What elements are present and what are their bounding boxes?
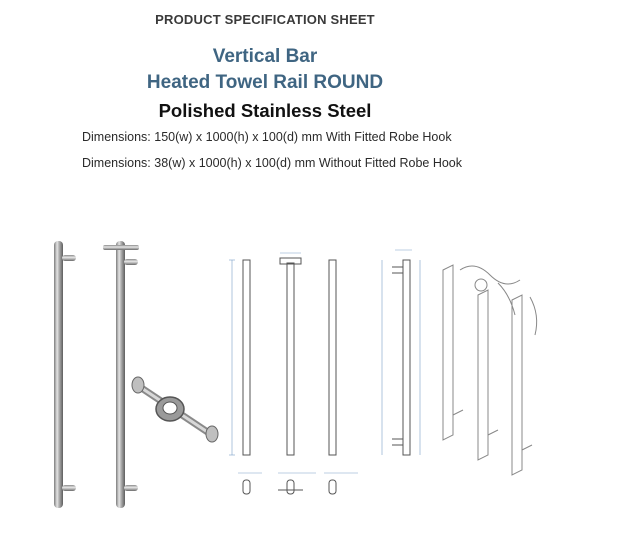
- dimensions-with-hook: Dimensions: 150(w) x 1000(h) x 100(d) mm With Fitted Robe Hook: [82, 130, 452, 144]
- product-title-line-1: Vertical Bar: [212, 46, 318, 67]
- technical-drawing-side-profile: [382, 250, 420, 455]
- product-title-line-2: Heated Towel Rail ROUND: [146, 72, 384, 93]
- technical-drawing-elevations: [229, 253, 336, 455]
- robe-hook-detail: [132, 377, 218, 442]
- dimensions-without-hook: Dimensions: 38(w) x 1000(h) x 100(d) mm Without Fitted Robe Hook: [82, 156, 463, 170]
- product-finish-title: Polished Stainless Steel: [158, 100, 372, 121]
- technical-drawing-plan-views: [238, 473, 358, 494]
- sheet-label: PRODUCT SPECIFICATION SHEET: [155, 12, 375, 27]
- line-sketch-illustration: [443, 265, 537, 475]
- rail-photo-no-hook: [54, 241, 76, 508]
- rail-photo-with-hook: [103, 241, 139, 508]
- product-illustrations: [0, 225, 620, 525]
